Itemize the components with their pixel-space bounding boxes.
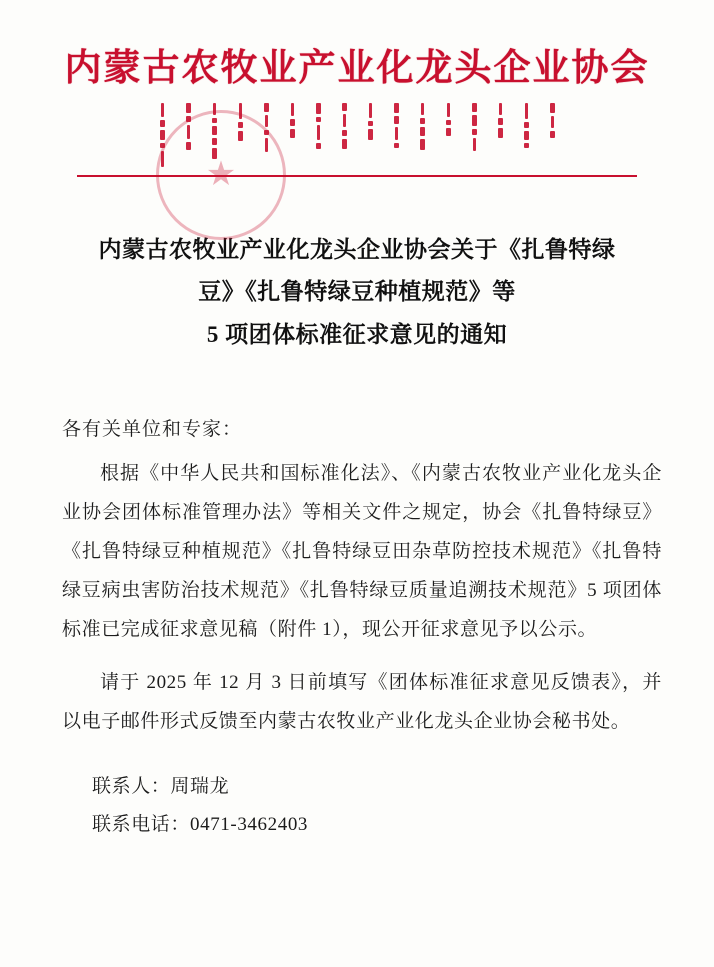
contact-phone: 联系电话：0471-3462403 — [92, 813, 309, 835]
seal-star-icon: ★ — [205, 156, 237, 193]
contact-person: 联系人：周瑞龙 — [92, 775, 230, 797]
salutation: 各有关单位和专家： — [62, 419, 243, 441]
document-title-line-2: 豆》《扎鲁特绿豆种植规范》等 — [198, 279, 516, 305]
mongolian-word — [314, 103, 323, 152]
document-title-line-3: 5 项团体标准征求意见的通知 — [206, 321, 508, 347]
letterhead — [0, 0, 714, 193]
mongolian-word — [522, 103, 531, 151]
contact-block — [92, 768, 714, 844]
mongolian-word — [184, 103, 193, 153]
body-paragraph-2: 请于 2025 年 12 月 3 日前填写《团体标准征求意见反馈表》，并以电子邮件形式反馈至内蒙古农牧业产业化龙头企业协会秘书处。 — [62, 671, 662, 732]
mongolian-script-line — [0, 103, 714, 165]
mongolian-word — [418, 103, 427, 153]
mongolian-word — [210, 103, 219, 162]
document-title — [58, 229, 656, 357]
body-paragraph-1: 根据《中华人民共和国标准化法》、《内蒙古农牧业产业化龙头企业协会团体标准管理办法》等相关文件之规定，协会《扎鲁特绿豆》《扎鲁特绿豆种植规范》《扎鲁特绿豆田杂草防控技术规范》《扎鲁特绿豆病虫害防治技术规范》《扎鲁特绿豆质量追溯技术规范》5 项团体标准已完成征求意见稿（附件 1），现公开征求意见予以公示。 — [62, 463, 662, 640]
letterhead-divider — [77, 175, 637, 177]
mongolian-word — [392, 103, 401, 151]
mongolian-word — [548, 103, 557, 141]
mongolian-word — [262, 103, 271, 155]
organization-title: 内蒙古农牧业产业化龙头企业协会 — [64, 48, 650, 89]
mongolian-word — [158, 103, 167, 170]
mongolian-word — [470, 103, 479, 154]
mongolian-word — [236, 103, 245, 144]
mongolian-word — [366, 103, 375, 143]
mongolian-word — [288, 103, 297, 141]
mongolian-word — [496, 103, 505, 141]
mongolian-word — [340, 103, 349, 152]
document-title-line-1: 内蒙古农牧业产业化龙头企业协会关于《扎鲁特绿 — [98, 236, 616, 262]
mongolian-word — [444, 103, 453, 139]
